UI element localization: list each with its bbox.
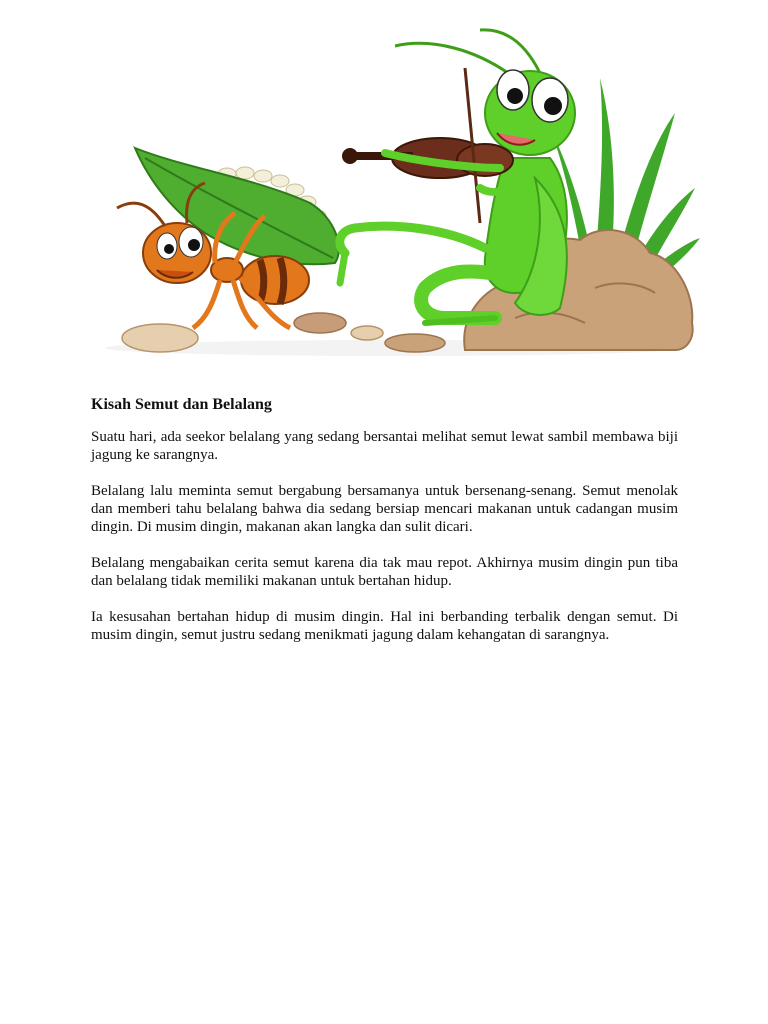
pebble-icon [294, 313, 346, 333]
story-paragraph-1: Suatu hari, ada seekor belalang yang sedang bersantai melihat semut lewat sambil membawa biji jagung ke sarangnya. [91, 429, 678, 463]
pebble-icon [122, 324, 198, 352]
grasshopper-icon [340, 30, 575, 323]
story-illustration [95, 18, 700, 358]
story-text [91, 394, 678, 662]
ant-icon [117, 148, 339, 328]
story-paragraph-4: Ia kesusahan bertahan hidup di musim dingin. Hal ini berbanding terbalik dengan semut. Di musim dingin, semut justru sedang menikmati jagung dalam kehangatan di sarangnya. [91, 609, 678, 643]
pebble-icon [385, 334, 445, 352]
pebble-icon [351, 326, 383, 340]
story-title: Kisah Semut dan Belalang [91, 396, 272, 413]
story-paragraph-2: Belalang lalu meminta semut bergabung bersamanya untuk bersenang-senang. Semut menolak dan memberi tahu belalang bahwa dia sedang bersiap mencari makanan untuk cadangan musim dingin. Di musim dingin, makanan akan langka dan sulit dicari. [91, 483, 678, 535]
story-paragraph-3: Belalang mengabaikan cerita semut karena dia tak mau repot. Akhirnya musim dingin pun tiba dan belalang tidak memiliki makanan untuk bertahan hidup. [91, 555, 678, 589]
